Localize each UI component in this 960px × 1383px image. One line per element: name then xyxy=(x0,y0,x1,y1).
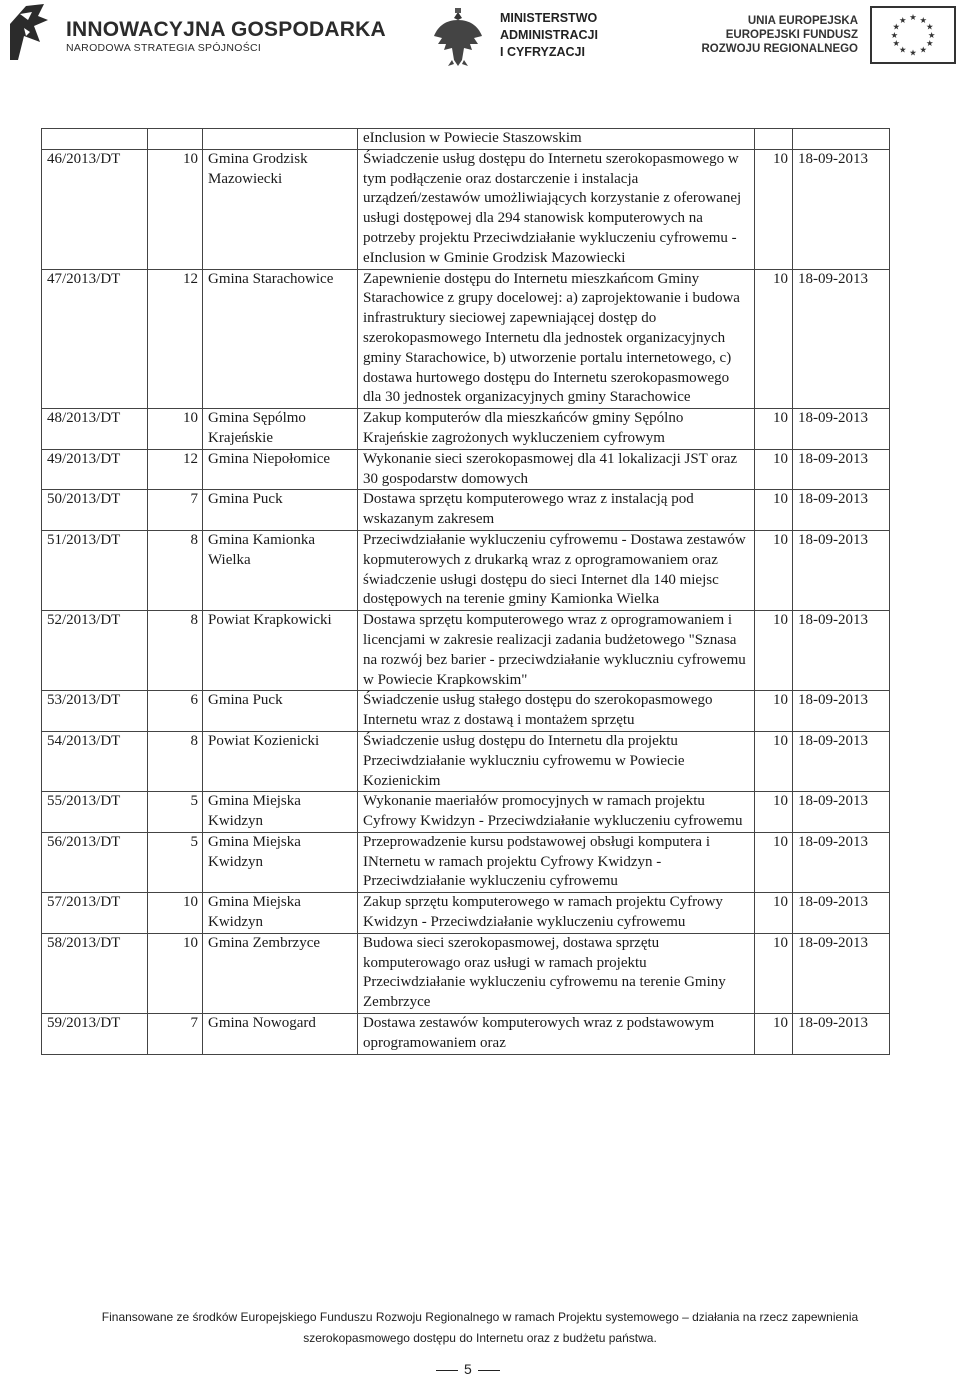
svg-text:★: ★ xyxy=(890,29,899,40)
table-row xyxy=(42,1014,890,1055)
cell-contract-id: 48/2013/DT xyxy=(42,409,148,450)
svg-text:★: ★ xyxy=(926,21,934,32)
cell-points: 8 xyxy=(148,731,203,791)
cell-contract-id: 51/2013/DT xyxy=(42,530,148,610)
cell-description: Zakup komputerów dla mieszkańców gminy Sępólno Krajeńskie zagrożonych wykluczeniem cyfrowym xyxy=(358,409,755,450)
page-number-value: 5 xyxy=(464,1361,472,1377)
ministry-line-3: I CYFRYZACJI xyxy=(500,45,585,59)
svg-text:★: ★ xyxy=(927,29,936,40)
cell-points: 6 xyxy=(148,691,203,732)
cell-date: 18-09-2013 xyxy=(793,691,890,732)
table-row xyxy=(42,530,890,610)
cell-date: 18-09-2013 xyxy=(793,449,890,490)
cell-date: 18-09-2013 xyxy=(793,269,890,409)
table-row xyxy=(42,893,890,934)
cell-duration: 10 xyxy=(755,409,793,450)
cell-description: Przeciwdziałanie wykluczeniu cyfrowemu - Dostawa zestawów kopmuterowych z drukarką wraz z oprogramowaniem oraz świadczenie usługi dostępu do sieci Internet dla 140 miejsc dostępowych na terenie gminy Kamionka Wielka xyxy=(358,530,755,610)
cell-duration: 10 xyxy=(755,449,793,490)
cell-description: Przeprowadzenie kursu podstawowej obsługi komputera i INternetu w ramach projektu Cyfrowy Kwidzyn - Przeciwdziałanie wykluczeniu cyfrowemu xyxy=(358,832,755,892)
eu-line-3: ROZWOJU REGIONALNEGO xyxy=(701,43,858,55)
cell-date: 18-09-2013 xyxy=(793,530,890,610)
cell-points: 5 xyxy=(148,832,203,892)
cell-description: Świadczenie usług dostępu do Internetu szerokopasmowego w tym podłączenie oraz dostarczenie i instalacja urządzeń/zestawów umożliwiających korzystanie z oferowanej usługi dostępowej dla 294 stanowisk komputerowych na potrzeby projektu Przeciwdziałanie wykluczeniu cyfrowemu - eInclusion w Gminie Grodzisk Mazowiecki xyxy=(358,149,755,269)
eu-flag-icon xyxy=(870,6,956,64)
cell-description: Wykonanie sieci szerokopasmowej dla 41 lokalizacji JST oraz 30 gospodarstw domowych xyxy=(358,449,755,490)
ministry-label xyxy=(500,10,598,61)
cell-date: 18-09-2013 xyxy=(793,731,890,791)
table-row xyxy=(42,792,890,833)
table-row xyxy=(42,129,890,150)
cell-points: 10 xyxy=(148,149,203,269)
cell-contract-id: 46/2013/DT xyxy=(42,149,148,269)
svg-text:★: ★ xyxy=(899,14,907,25)
cell-beneficiary: Gmina Zembrzyce xyxy=(203,933,358,1013)
cell-duration: 10 xyxy=(755,933,793,1013)
cell-description: Dostawa sprzętu komputerowego wraz z instalacją pod wskazanym zakresem xyxy=(358,490,755,531)
cell-contract-id: 59/2013/DT xyxy=(42,1014,148,1055)
cell-date: 18-09-2013 xyxy=(793,409,890,450)
cell-beneficiary: Gmina Starachowice xyxy=(203,269,358,409)
page-number-dash-left xyxy=(436,1370,458,1371)
cell-contract-id: 55/2013/DT xyxy=(42,792,148,833)
cell-beneficiary: Gmina Miejska Kwidzyn xyxy=(203,792,358,833)
cell-date: 18-09-2013 xyxy=(793,611,890,691)
cell-points: 10 xyxy=(148,893,203,934)
eu-label xyxy=(701,14,858,56)
cell-date: 18-09-2013 xyxy=(793,933,890,1013)
cell-beneficiary xyxy=(203,129,358,150)
cell-description: Świadczenie usług dostępu do Internetu dla projektu Przeciwdziałanie wykluczniu cyfrowemu w Powiecie Kozienickim xyxy=(358,731,755,791)
cell-contract-id xyxy=(42,129,148,150)
page-number-dash-right xyxy=(478,1370,500,1371)
table-row xyxy=(42,691,890,732)
cell-contract-id: 53/2013/DT xyxy=(42,691,148,732)
cell-points: 10 xyxy=(148,933,203,1013)
svg-text:★: ★ xyxy=(909,47,917,58)
cell-date: 18-09-2013 xyxy=(793,149,890,269)
cell-contract-id: 52/2013/DT xyxy=(42,611,148,691)
svg-text:★: ★ xyxy=(899,44,907,55)
page-footer xyxy=(0,1307,960,1349)
cell-contract-id: 47/2013/DT xyxy=(42,269,148,409)
svg-text:★: ★ xyxy=(919,44,927,55)
cell-points xyxy=(148,129,203,150)
cell-duration: 10 xyxy=(755,731,793,791)
cell-beneficiary: Gmina Grodzisk Mazowiecki xyxy=(203,149,358,269)
cell-contract-id: 49/2013/DT xyxy=(42,449,148,490)
cell-beneficiary: Gmina Puck xyxy=(203,490,358,531)
cell-contract-id: 58/2013/DT xyxy=(42,933,148,1013)
svg-text:★: ★ xyxy=(926,38,934,49)
cell-beneficiary: Gmina Niepołomice xyxy=(203,449,358,490)
ministry-line-2: ADMINISTRACJI xyxy=(500,28,598,42)
table-row xyxy=(42,269,890,409)
cell-contract-id: 54/2013/DT xyxy=(42,731,148,791)
cell-duration: 10 xyxy=(755,792,793,833)
cell-points: 12 xyxy=(148,269,203,409)
cell-description: Dostawa sprzętu komputerowego wraz z oprogramowaniem i licencjami w zakresie realizacji zadania budżetowego "Sznasa na rozwój bez barier - przeciwdziałanie wykluczniu cyfrowemu w Powiecie Krapkowskim" xyxy=(358,611,755,691)
cell-points: 5 xyxy=(148,792,203,833)
table-row xyxy=(42,409,890,450)
footer-line-1: Finansowane ze środków Europejskiego Funduszu Rozwoju Regionalnego w ramach Projektu systemowego – działania na rzecz zapewnienia xyxy=(101,1310,859,1324)
cell-date: 18-09-2013 xyxy=(793,490,890,531)
cell-points: 12 xyxy=(148,449,203,490)
svg-text:★: ★ xyxy=(892,21,900,32)
cell-description: Dostawa zestawów komputerowych wraz z podstawowym oprogramowaniem oraz xyxy=(358,1014,755,1055)
cell-contract-id: 56/2013/DT xyxy=(42,832,148,892)
cell-beneficiary: Powiat Kozienicki xyxy=(203,731,358,791)
cell-beneficiary: Gmina Miejska Kwidzyn xyxy=(203,832,358,892)
cell-duration: 10 xyxy=(755,1014,793,1055)
cell-description: eInclusion w Powiecie Staszowskim xyxy=(358,129,755,150)
cell-contract-id: 57/2013/DT xyxy=(42,893,148,934)
cell-duration: 10 xyxy=(755,691,793,732)
cell-date: 18-09-2013 xyxy=(793,1014,890,1055)
footer-line-2: szerokopasmowego dostępu do Internetu oraz z budżetu państwa. xyxy=(303,1331,657,1345)
cell-duration: 10 xyxy=(755,490,793,531)
cell-points: 8 xyxy=(148,611,203,691)
eu-line-2: EUROPEJSKI FUNDUSZ xyxy=(725,29,858,41)
ig-title: INNOWACYJNA GOSPODARKA xyxy=(66,18,386,41)
table-row xyxy=(42,611,890,691)
page-number xyxy=(430,1361,506,1377)
cell-beneficiary: Gmina Puck xyxy=(203,691,358,732)
table-row xyxy=(42,731,890,791)
ig-subtitle: NARODOWA STRATEGIA SPÓJNOŚCI xyxy=(66,42,262,54)
eu-line-1: UNIA EUROPEJSKA xyxy=(747,15,858,27)
contracts-table xyxy=(41,128,890,1055)
cell-points: 7 xyxy=(148,490,203,531)
cell-description: Wykonanie maeriałów promocyjnych w ramach projektu Cyfrowy Kwidzyn - Przeciwdziałanie wykluczeniu cyfrowemu xyxy=(358,792,755,833)
cell-points: 10 xyxy=(148,409,203,450)
cell-beneficiary: Gmina Kamionka Wielka xyxy=(203,530,358,610)
cell-description: Świadczenie usług stałego dostępu do szerokopasmowego Internetu wraz z dostawą i montażem sprzętu xyxy=(358,691,755,732)
page-header xyxy=(0,0,960,80)
cell-beneficiary: Gmina Miejska Kwidzyn xyxy=(203,893,358,934)
cell-description: Zapewnienie dostępu do Internetu mieszkańcom Gminy Starachowice z grupy docelowej: a) zaprojektowanie i budowa infrastruktury sieciowej zapewniającej dostęp do szerokopasmowego Internetu dla jednostek organizacyjnych gminy Starachowice, b) utworzenie portalu internetowego, c) dostawa hurtowego dostępu do Internetu szerokopasmowego dla 30 jednostek organizacyjnych gminy Starachowice xyxy=(358,269,755,409)
cell-duration: 10 xyxy=(755,611,793,691)
cell-duration: 10 xyxy=(755,149,793,269)
cell-duration: 10 xyxy=(755,832,793,892)
cell-date: 18-09-2013 xyxy=(793,792,890,833)
cell-duration: 10 xyxy=(755,530,793,610)
cell-beneficiary: Powiat Krapkowicki xyxy=(203,611,358,691)
cell-beneficiary: Gmina Sępólmo Krajeńskie xyxy=(203,409,358,450)
cell-duration xyxy=(755,129,793,150)
svg-text:★: ★ xyxy=(892,38,900,49)
polish-eagle-icon xyxy=(432,6,484,70)
cell-duration: 10 xyxy=(755,269,793,409)
cell-points: 7 xyxy=(148,1014,203,1055)
cell-description: Zakup sprzętu komputerowego w ramach projektu Cyfrowy Kwidzyn - Przeciwdziałanie wykluczeniu cyfrowemu xyxy=(358,893,755,934)
table-row xyxy=(42,832,890,892)
cell-date: 18-09-2013 xyxy=(793,832,890,892)
table-row xyxy=(42,933,890,1013)
cell-description: Budowa sieci szerokopasmowej, dostawa sprzętu komputerowago oraz usługi w ramach projektu Przeciwdziałanie wykluczeniu cyfrowemu na terenie Gminy Zembrzyce xyxy=(358,933,755,1013)
cell-date: 18-09-2013 xyxy=(793,893,890,934)
cell-duration: 10 xyxy=(755,893,793,934)
svg-text:★: ★ xyxy=(919,14,927,25)
ministry-line-1: MINISTERSTWO xyxy=(500,11,598,25)
cell-date xyxy=(793,129,890,150)
table-row xyxy=(42,149,890,269)
table-row xyxy=(42,449,890,490)
cell-beneficiary: Gmina Nowogard xyxy=(203,1014,358,1055)
svg-text:★: ★ xyxy=(909,12,917,23)
cell-points: 8 xyxy=(148,530,203,610)
cell-contract-id: 50/2013/DT xyxy=(42,490,148,531)
table-row xyxy=(42,490,890,531)
innowacyjna-gospodarka-logo-icon xyxy=(4,2,54,66)
